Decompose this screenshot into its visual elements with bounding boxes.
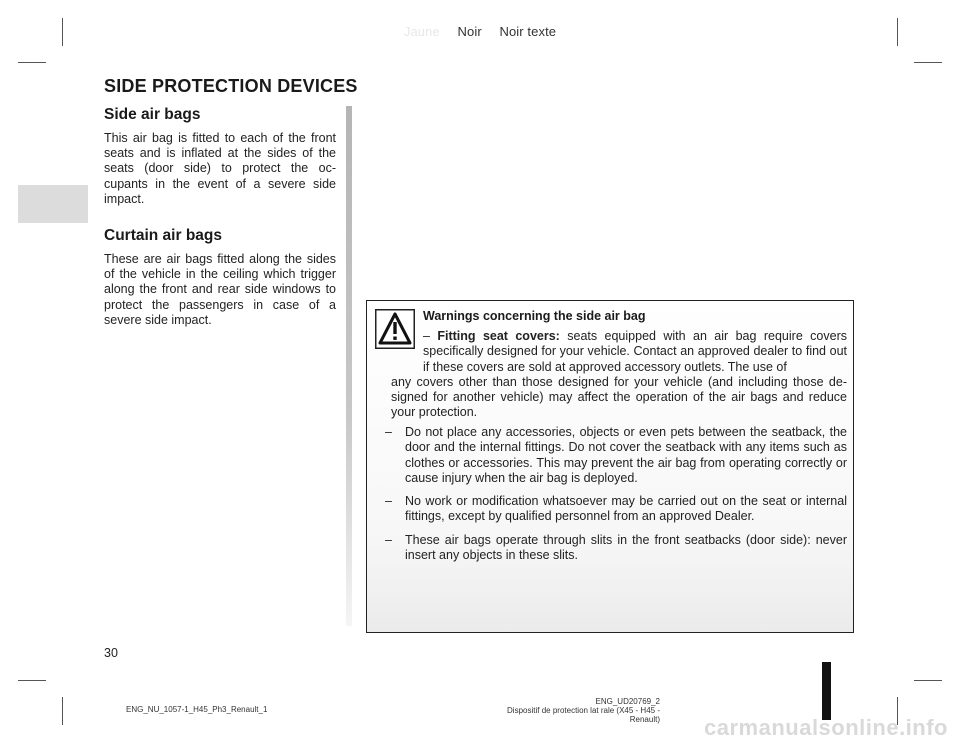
warning-list-item: [381, 425, 847, 486]
warning-dash: –: [423, 329, 430, 343]
plate-noir: Noir: [457, 24, 482, 39]
warning-dash: –: [385, 425, 392, 439]
footer-left-code: ENG_NU_1057-1_H45_Ph3_Renault_1: [126, 705, 268, 714]
side-air-bags-heading: Side air bags: [104, 106, 201, 123]
warning-item-text: No work or modification whatsoever may be carried out on the seat or internal fittings, except by qualified personnel from an approved Dealer.: [405, 494, 847, 524]
curtain-air-bags-body: These are air bags fitted along the sides of the vehicle in the ceiling which trigger along the front and rear side windows to protect the passengers in case of a severe side impact.: [104, 252, 336, 327]
warning-item-text-continued: any covers other than those designed for your vehicle (and including those de-signed for another vehicle) may affect the operation of the air bags and reduce your protection.: [391, 374, 847, 420]
print-marker-bar: [822, 662, 831, 720]
warning-dash: –: [385, 532, 392, 547]
curtain-air-bags-heading: Curtain air bags: [104, 227, 222, 245]
crop-mark: [62, 697, 63, 725]
crop-mark: [18, 62, 46, 63]
warning-item-text: seats equipped with an air bag require covers specifically designed for your vehicle. Contact an approved dealer to find out if these covers are sold at approved accessory outlets. The use of: [423, 329, 847, 374]
warning-title: Warnings concerning the side air bag: [423, 309, 646, 323]
crop-mark: [18, 680, 46, 681]
left-column: [104, 106, 336, 328]
page-number: 30: [104, 646, 118, 660]
print-plate-labels: [0, 24, 960, 39]
plate-jaune: Jaune: [403, 24, 440, 39]
warning-item-seat-covers: [381, 329, 847, 421]
plate-noir-texte: Noir texte: [499, 24, 557, 39]
crop-mark: [914, 62, 942, 63]
column-separator-bar: [346, 106, 352, 626]
chapter-tab: [18, 185, 88, 223]
footer-center-description: Dispositif de protection lat rale (X45 - H45 - Renault): [507, 706, 660, 724]
side-air-bags-body: This air bag is fitted to each of the front seats and is inflated at the sides of the seats (door side) to protect the oc-cupants in the event of a severe side impact.: [104, 131, 336, 206]
warning-list: [381, 425, 847, 571]
watermark: carmanualsonline.info: [704, 715, 948, 740]
warning-item-label: Fitting seat covers:: [437, 329, 560, 343]
warning-list-item: [381, 533, 847, 564]
section-title: SIDE PROTECTION DEVICES: [104, 76, 358, 96]
footer-center: [480, 697, 660, 724]
warning-item-text: Do not place any accessories, objects or even pets between the seatback, the door and the internal fittings. Do not cover the seatback with any items such as clothes or accessories. This may prevent the air bag from operating correctly or cause injury when the air bag is deployed.: [405, 425, 847, 485]
warning-list-item: [381, 494, 847, 525]
warning-box: [366, 300, 854, 633]
footer-center-code: ENG_UD20769_2: [595, 697, 660, 706]
warning-dash: –: [385, 494, 392, 509]
warning-item-text: These air bags operate through slits in the front seatbacks (door side): never insert any objects in these slits.: [405, 532, 847, 563]
crop-mark: [914, 680, 942, 681]
